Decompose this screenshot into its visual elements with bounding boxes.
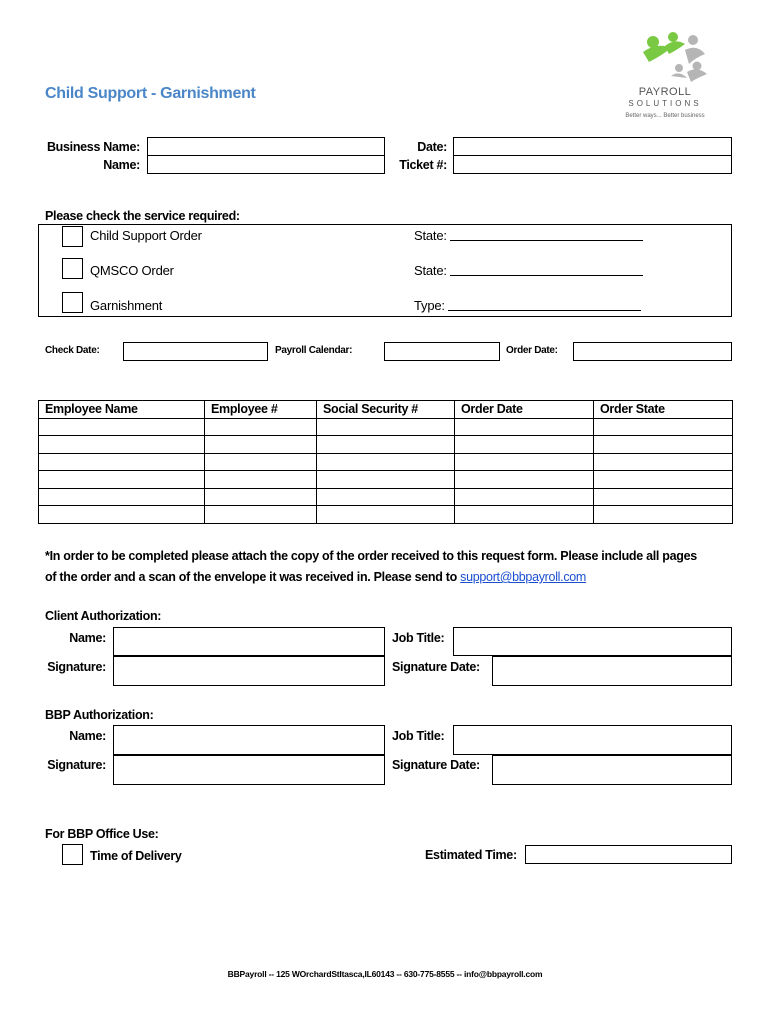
- bbp-signature-date-label: Signature Date:: [392, 758, 480, 772]
- table-cell[interactable]: [39, 471, 205, 489]
- date-field[interactable]: [453, 137, 732, 156]
- note-line-1: *In order to be completed please attach the copy of the order received to this request form. Please include all pages: [45, 549, 697, 563]
- state-label-2: State:: [414, 263, 447, 278]
- order-date-label: Order Date:: [506, 345, 558, 356]
- table-cell[interactable]: [455, 471, 594, 489]
- table-row: [39, 418, 733, 436]
- table-cell[interactable]: [205, 506, 317, 524]
- time-of-delivery-checkbox[interactable]: [62, 844, 83, 865]
- qmsco-order-checkbox[interactable]: [62, 258, 83, 279]
- state-label-1: State:: [414, 228, 447, 243]
- payroll-calendar-label: Payroll Calendar:: [275, 345, 353, 356]
- column-header-order-date: Order Date: [455, 401, 594, 419]
- child-support-order-checkbox[interactable]: [62, 226, 83, 247]
- service-heading: Please check the service required:: [45, 209, 240, 223]
- client-auth-heading: Client Authorization:: [45, 609, 162, 623]
- note-line-2: [45, 570, 586, 584]
- table-row: [39, 488, 733, 506]
- table-cell[interactable]: [317, 436, 455, 454]
- column-header-social-security: Social Security #: [317, 401, 455, 419]
- bbp-signature-field[interactable]: [113, 755, 385, 785]
- client-signature-date-label: Signature Date:: [392, 660, 480, 674]
- logo-sub: SOLUTIONS: [628, 99, 702, 108]
- table-cell[interactable]: [317, 471, 455, 489]
- bbp-job-title-field[interactable]: [453, 725, 732, 755]
- qmsco-order-label: QMSCO Order: [90, 263, 174, 278]
- garnishment-label: Garnishment: [90, 298, 163, 313]
- name-field[interactable]: [147, 155, 385, 174]
- name-label: Name:: [103, 158, 140, 172]
- table-row: [39, 453, 733, 471]
- table-cell[interactable]: [594, 436, 733, 454]
- table-cell[interactable]: [594, 418, 733, 436]
- bbp-job-title-label: Job Title:: [392, 729, 445, 743]
- logo-tagline: Better ways... Better business: [625, 113, 705, 119]
- logo-figures-icon: [635, 28, 715, 83]
- table-row: [39, 436, 733, 454]
- table-cell[interactable]: [455, 418, 594, 436]
- table-cell[interactable]: [317, 418, 455, 436]
- state-line-1[interactable]: [450, 240, 643, 241]
- table-row: [39, 471, 733, 489]
- client-job-title-field[interactable]: [453, 627, 732, 656]
- client-job-title-label: Job Title:: [392, 631, 445, 645]
- table-cell[interactable]: [39, 488, 205, 506]
- business-name-label: Business Name:: [46, 140, 140, 154]
- table-row: [39, 506, 733, 524]
- date-label: Date:: [417, 140, 447, 154]
- table-cell[interactable]: [39, 436, 205, 454]
- ticket-field[interactable]: [453, 155, 732, 174]
- column-header-order-state: Order State: [594, 401, 733, 419]
- logo-name: PAYROLL: [638, 86, 692, 98]
- client-name-field[interactable]: [113, 627, 385, 656]
- child-support-order-label: Child Support Order: [90, 228, 202, 243]
- table-cell[interactable]: [39, 453, 205, 471]
- table-cell[interactable]: [205, 418, 317, 436]
- check-date-field[interactable]: [123, 342, 268, 361]
- client-name-label: Name:: [69, 631, 106, 645]
- type-label: Type:: [414, 298, 445, 313]
- table-cell[interactable]: [455, 436, 594, 454]
- table-cell[interactable]: [205, 436, 317, 454]
- bbp-name-field[interactable]: [113, 725, 385, 755]
- bbp-auth-heading: BBP Authorization:: [45, 708, 154, 722]
- table-cell[interactable]: [455, 506, 594, 524]
- table-cell[interactable]: [455, 488, 594, 506]
- payroll-calendar-field[interactable]: [384, 342, 500, 361]
- table-cell[interactable]: [455, 453, 594, 471]
- employee-table: [38, 400, 733, 524]
- page-title: Child Support - Garnishment: [45, 85, 256, 102]
- table-cell[interactable]: [205, 471, 317, 489]
- table-cell[interactable]: [317, 453, 455, 471]
- table-cell[interactable]: [39, 418, 205, 436]
- state-line-2[interactable]: [450, 275, 643, 276]
- estimated-time-field[interactable]: [525, 845, 732, 864]
- bbp-signature-label: Signature:: [47, 758, 106, 772]
- table-cell[interactable]: [39, 506, 205, 524]
- bbp-name-label: Name:: [69, 729, 106, 743]
- company-logo: [600, 28, 730, 123]
- page-footer: BBPayroll -- 125 WOrchardStItasca,IL60143 -- 630-775-8555 -- info@bbpayroll.com: [227, 969, 543, 979]
- table-header-row: [39, 401, 733, 419]
- estimated-time-label: Estimated Time:: [425, 848, 517, 862]
- table-cell[interactable]: [594, 506, 733, 524]
- client-signature-field[interactable]: [113, 656, 385, 686]
- bbp-signature-date-field[interactable]: [492, 755, 732, 785]
- table-cell[interactable]: [317, 506, 455, 524]
- table-cell[interactable]: [594, 453, 733, 471]
- office-use-heading: For BBP Office Use:: [45, 827, 159, 841]
- support-email-link[interactable]: support@bbpayroll.com: [460, 570, 587, 584]
- column-header-employee-number: Employee #: [205, 401, 317, 419]
- table-cell[interactable]: [205, 488, 317, 506]
- table-cell[interactable]: [205, 453, 317, 471]
- client-signature-label: Signature:: [47, 660, 106, 674]
- table-cell[interactable]: [594, 488, 733, 506]
- ticket-label: Ticket #:: [399, 158, 447, 172]
- note-line-2-text: of the order and a scan of the envelope it was received in. Please send to: [45, 570, 461, 584]
- client-signature-date-field[interactable]: [492, 656, 732, 686]
- time-of-delivery-label: Time of Delivery: [90, 849, 182, 863]
- order-date-field[interactable]: [573, 342, 732, 361]
- check-date-label: Check Date:: [45, 345, 100, 356]
- table-cell[interactable]: [594, 471, 733, 489]
- table-cell[interactable]: [317, 488, 455, 506]
- column-header-employee-name: Employee Name: [39, 401, 205, 419]
- type-line[interactable]: [448, 310, 641, 311]
- business-name-field[interactable]: [147, 137, 385, 156]
- garnishment-checkbox[interactable]: [62, 292, 83, 313]
